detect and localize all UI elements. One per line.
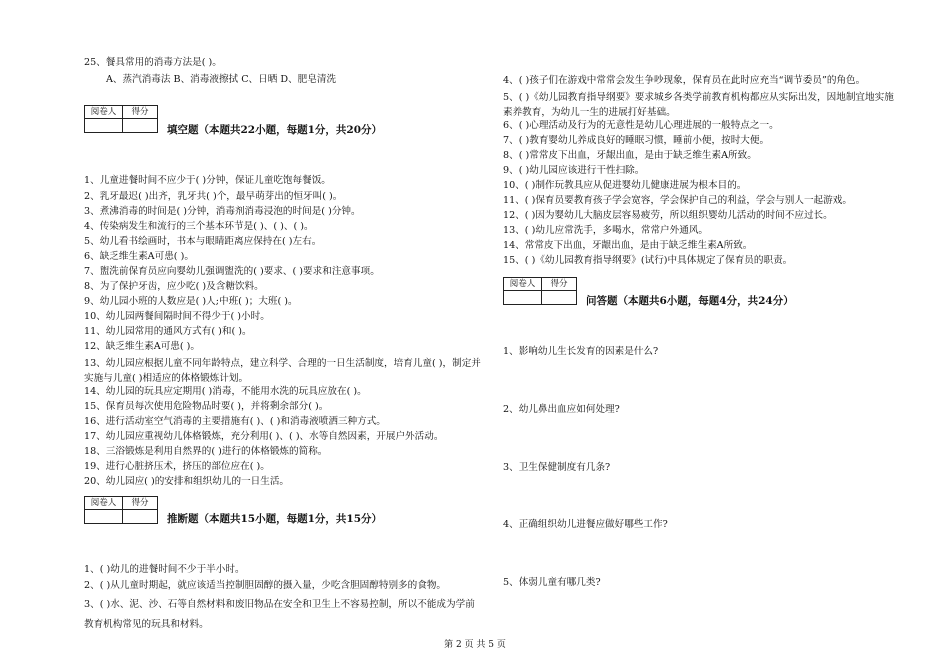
fill-item: 16、进行活动室空气消毒的主要措施有( )、( )和消毒液喷洒三种方式。	[84, 416, 386, 427]
reviewer-label: 阅卷人	[504, 278, 542, 291]
score-box-fill	[84, 105, 158, 133]
fill-item: 5、幼儿看书绘画时，书本与眼睛距离应保持在( )左右。	[84, 236, 322, 247]
fill-item: 11、幼儿园常用的通风方式有( )和( )。	[84, 326, 252, 337]
judge-item: 1、( )幼儿的进餐时间不少于半小时。	[84, 564, 245, 575]
reviewer-label: 阅卷人	[85, 497, 123, 510]
qa-item: 3、卫生保健制度有几条?	[503, 462, 611, 473]
fill-item: 6、缺乏维生素A可患( )。	[84, 251, 194, 262]
q25-options: A、蒸汽消毒法 B、消毒液擦拭 C、日晒 D、肥皂清洗	[106, 74, 337, 85]
qa-section-title: 问答题（本题共6小题，每题4分，共24分）	[586, 295, 794, 307]
score-label: 得分	[123, 106, 157, 119]
fill-item: 12、缺乏维生素A可患( )。	[84, 341, 201, 352]
fill-item: 19、进行心脏挤压术，挤压的部位应在( )。	[84, 461, 270, 472]
score-box-qa	[503, 277, 577, 305]
judge-item: 8、( )常常皮下出血，牙龈出血，是由于缺乏维生素A所致。	[503, 150, 757, 161]
judge-section-title: 推断题（本题共15小题，每题1分，共15分）	[167, 513, 383, 525]
fill-item: 8、为了保护牙齿，应少吃( )及含糖饮料。	[84, 281, 264, 292]
qa-item: 5、体弱儿童有哪几类?	[503, 577, 601, 588]
qa-item: 4、正确组织幼儿进餐应做好哪些工作?	[503, 519, 668, 530]
fill-item: 15、保育员每次使用危险物品时要( )，并将剩余部分( )。	[84, 401, 329, 412]
score-label: 得分	[123, 497, 157, 510]
fill-item: 13、幼儿园应根据儿童不同年龄特点，建立科学、合理的一日生活制度，培育儿童( )，制定并实施与儿童( )相适应的体格锻炼计划。	[84, 358, 481, 384]
judge-item: 3、( )水、泥、沙、石等自然材料和废旧物品在安全和卫生上不容易控制，所以不能成为学前教育机构常见的玩具和材料。	[84, 599, 475, 630]
judge-item: 14、常常皮下出血，牙龈出血，是由于缺乏维生素A所致。	[503, 240, 753, 251]
page-footer: 第 2 页 共 5 页	[444, 640, 506, 650]
fill-item: 2、乳牙最迟( )出齐，乳牙共( )个，最早萌芽出的恒牙叫( )。	[84, 191, 343, 202]
fill-item: 18、三浴锻炼是利用自然界的( )进行的体格锻炼的简称。	[84, 446, 328, 457]
fill-item: 9、幼儿园小班的人数应是( )人;中班( )；大班( )。	[84, 296, 298, 307]
judge-item: 2、( )从儿童时期起，就应该适当控制胆固醇的摄入量，少吃含胆固醇特别多的食物。	[84, 580, 447, 591]
judge-item: 15、( )《幼儿园教育指导纲要》(试行)中具体规定了保育员的职责。	[503, 255, 793, 266]
judge-item: 9、( )幼儿园应该进行干性扫除。	[503, 165, 645, 176]
fill-item: 14、幼儿园的玩具应定期用( )消毒，不能用水洗的玩具应放在( )。	[84, 386, 367, 397]
judge-item: 6、( )心理活动及行为的无意性是幼儿心理进展的一般特点之一。	[503, 120, 779, 131]
fill-item: 3、煮沸消毒的时间是( )分钟，消毒剂消毒浸泡的时间是( )分钟。	[84, 206, 361, 217]
judge-item: 4、( )孩子们在游戏中常常会发生争吵现象，保育员在此时应充当“调节委员”的角色。	[503, 75, 866, 86]
judge-item: 13、( )幼儿应常洗手，多喝水，常常户外通风。	[503, 225, 709, 236]
q25-stem: 25、餐具常用的消毒方法是( )。	[84, 57, 222, 68]
judge-item: 12、( )因为婴幼儿大脑皮层容易疲劳，所以组织婴幼儿活动的时间不应过长。	[503, 210, 833, 221]
fill-item: 7、盥洗前保育员应向婴幼儿强调盥洗的( )要求、( )要求和注意事项。	[84, 266, 380, 277]
fill-item: 20、幼儿园应( )的安排和组织幼儿的一日生活。	[84, 476, 290, 487]
judge-item: 11、( )保育员要教育孩子学会宽容，学会保护自己的利益，学会与别人一起游戏。	[503, 195, 852, 206]
judge-item: 10、( )制作玩教具应从促进婴幼儿健康进展为根本目的。	[503, 180, 747, 191]
judge-item: 7、( )教育婴幼儿养成良好的睡眠习惯，睡前小便，按时大便。	[503, 135, 770, 146]
qa-item: 1、影响幼儿生长发育的因素是什么?	[503, 346, 659, 357]
qa-item: 2、幼儿鼻出血应如何处理?	[503, 404, 620, 415]
fill-section-title: 填空题（本题共22小题，每题1分，共20分）	[167, 124, 383, 136]
score-box-judge	[84, 496, 158, 524]
fill-item: 4、传染病发生和流行的三个基本环节是( )、( )、( )。	[84, 221, 314, 232]
score-label: 得分	[542, 278, 576, 291]
judge-item: 5、( )《幼儿园教育指导纲要》要求城乡各类学前教育机构都应从实际出发，因地制宜地实施素养教育，为幼儿一生的进展打好基础。	[503, 92, 894, 118]
fill-item: 1、儿童进餐时间不应少于( )分钟，保证儿童吃饱每餐饭。	[84, 175, 331, 186]
fill-item: 17、幼儿园应重视幼儿体格锻炼，充分利用( )、( )、水等自然因素，开展户外活动。	[84, 431, 444, 442]
reviewer-label: 阅卷人	[85, 106, 123, 119]
fill-item: 10、幼儿园两餐间隔时间不得少于( )小时。	[84, 311, 270, 322]
